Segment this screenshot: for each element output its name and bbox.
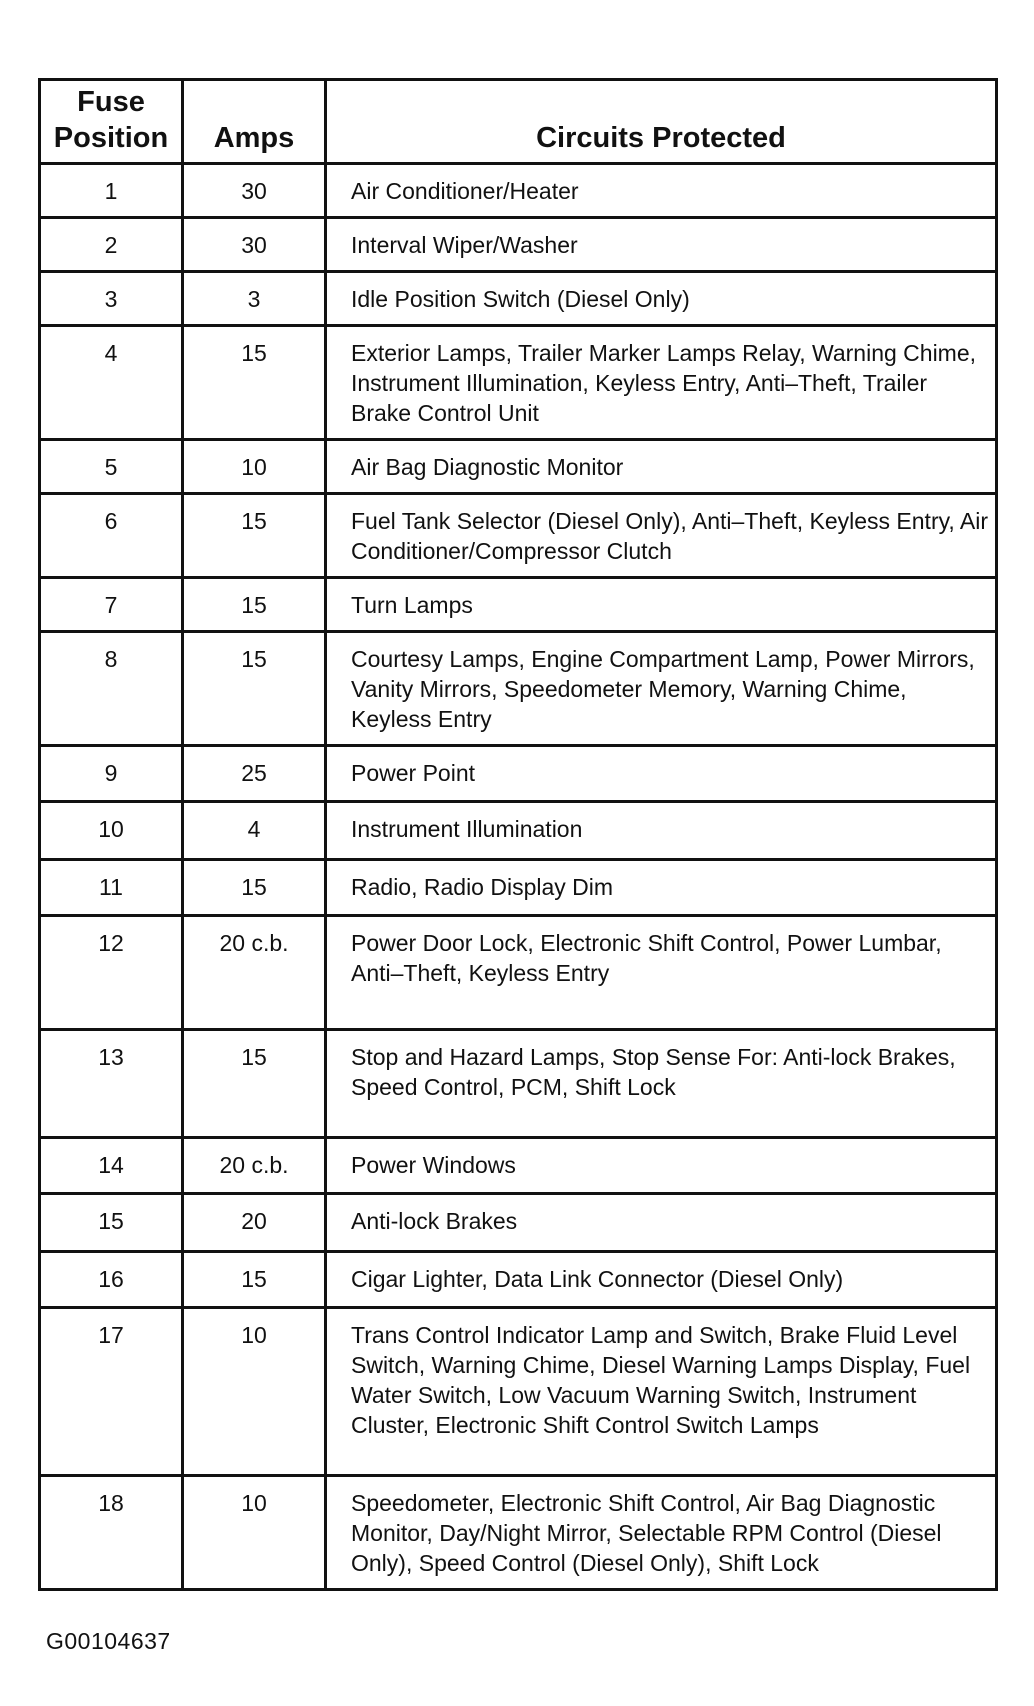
- column-header-fuse-position: [40, 80, 183, 164]
- fuse-position: 18: [40, 1476, 183, 1590]
- fuse-position: 1: [40, 164, 183, 218]
- fuse-amps: 25: [183, 746, 326, 802]
- fuse-amps: 15: [183, 578, 326, 632]
- circuits-protected: Power Windows: [326, 1138, 997, 1194]
- circuits-protected: Power Point: [326, 746, 997, 802]
- fuse-position: 9: [40, 746, 183, 802]
- fuse-position: 6: [40, 494, 183, 578]
- circuits-protected: Trans Control Indicator Lamp and Switch, Brake Fluid Level Switch, Warning Chime, Diesel Warning Lamps Display, Fuel Water Switch, Low Vacuum Warning Switch, Instrument Cluster, Electronic Shift Control Switch Lamps: [326, 1308, 997, 1476]
- circuits-protected: Radio, Radio Display Dim: [326, 860, 997, 916]
- fuse-position: 16: [40, 1252, 183, 1308]
- fuse-amps: 15: [183, 1030, 326, 1138]
- fuse-amps: 30: [183, 218, 326, 272]
- header-position-line1: Fuse: [77, 86, 145, 118]
- table-row: [40, 164, 997, 218]
- fuse-position: 17: [40, 1308, 183, 1476]
- circuits-protected: Interval Wiper/Washer: [326, 218, 997, 272]
- circuits-protected: Instrument Illumination: [326, 802, 997, 860]
- table-row: [40, 1194, 997, 1252]
- fuse-position: 3: [40, 272, 183, 326]
- figure-code: G00104637: [46, 1628, 171, 1654]
- circuits-protected: Idle Position Switch (Diesel Only): [326, 272, 997, 326]
- circuits-protected: Air Bag Diagnostic Monitor: [326, 440, 997, 494]
- table-row: [40, 1476, 997, 1590]
- fuse-amps: 15: [183, 632, 326, 746]
- fuse-amps: 20 c.b.: [183, 1138, 326, 1194]
- table-row: [40, 326, 997, 440]
- table-row: [40, 916, 997, 1030]
- fuse-position: 11: [40, 860, 183, 916]
- fuse-amps: 15: [183, 860, 326, 916]
- fuse-position: 8: [40, 632, 183, 746]
- circuits-protected: Anti-lock Brakes: [326, 1194, 997, 1252]
- circuits-protected: Power Door Lock, Electronic Shift Control, Power Lumbar, Anti–Theft, Keyless Entry: [326, 916, 997, 1030]
- table-header-row: [40, 80, 997, 164]
- fuse-position: 7: [40, 578, 183, 632]
- circuits-protected: Stop and Hazard Lamps, Stop Sense For: Anti-lock Brakes, Speed Control, PCM, Shift Lock: [326, 1030, 997, 1138]
- fuse-position: 4: [40, 326, 183, 440]
- circuits-protected: Speedometer, Electronic Shift Control, Air Bag Diagnostic Monitor, Day/Night Mirror, Selectable RPM Control (Diesel Only), Speed Control (Diesel Only), Shift Lock: [326, 1476, 997, 1590]
- circuits-protected: Courtesy Lamps, Engine Compartment Lamp, Power Mirrors, Vanity Mirrors, Speedometer Memory, Warning Chime, Keyless Entry: [326, 632, 997, 746]
- fuse-table: [38, 78, 998, 1591]
- table-row: [40, 494, 997, 578]
- table-row: [40, 802, 997, 860]
- table-row: [40, 1030, 997, 1138]
- column-header-amps: Amps: [183, 80, 326, 164]
- table-row: [40, 632, 997, 746]
- fuse-position: 2: [40, 218, 183, 272]
- fuse-amps: 15: [183, 1252, 326, 1308]
- table-row: [40, 578, 997, 632]
- fuse-amps: 10: [183, 1308, 326, 1476]
- table-row: [40, 1138, 997, 1194]
- fuse-position: 14: [40, 1138, 183, 1194]
- table-row: [40, 440, 997, 494]
- circuits-protected: Fuel Tank Selector (Diesel Only), Anti–Theft, Keyless Entry, Air Conditioner/Compressor Clutch: [326, 494, 997, 578]
- table-row: [40, 1308, 997, 1476]
- column-header-circuits-protected: Circuits Protected: [326, 80, 997, 164]
- circuits-protected: Exterior Lamps, Trailer Marker Lamps Relay, Warning Chime, Instrument Illumination, Keyless Entry, Anti–Theft, Trailer Brake Control Unit: [326, 326, 997, 440]
- circuits-protected: Cigar Lighter, Data Link Connector (Diesel Only): [326, 1252, 997, 1308]
- fuse-position: 15: [40, 1194, 183, 1252]
- fuse-amps: 15: [183, 494, 326, 578]
- circuits-protected: Air Conditioner/Heater: [326, 164, 997, 218]
- fuse-amps: 20: [183, 1194, 326, 1252]
- table-row: [40, 218, 997, 272]
- fuse-position: 13: [40, 1030, 183, 1138]
- fuse-amps: 4: [183, 802, 326, 860]
- fuse-amps: 10: [183, 1476, 326, 1590]
- fuse-position: 10: [40, 802, 183, 860]
- fuse-amps: 30: [183, 164, 326, 218]
- fuse-position: 12: [40, 916, 183, 1030]
- fuse-amps: 10: [183, 440, 326, 494]
- header-position-line2: Position: [53, 122, 169, 154]
- table-row: [40, 860, 997, 916]
- table-row: [40, 746, 997, 802]
- fuse-amps: 3: [183, 272, 326, 326]
- circuits-protected: Turn Lamps: [326, 578, 997, 632]
- table-row: [40, 272, 997, 326]
- fuse-position: 5: [40, 440, 183, 494]
- fuse-amps: 15: [183, 326, 326, 440]
- fuse-amps: 20 c.b.: [183, 916, 326, 1030]
- table-row: [40, 1252, 997, 1308]
